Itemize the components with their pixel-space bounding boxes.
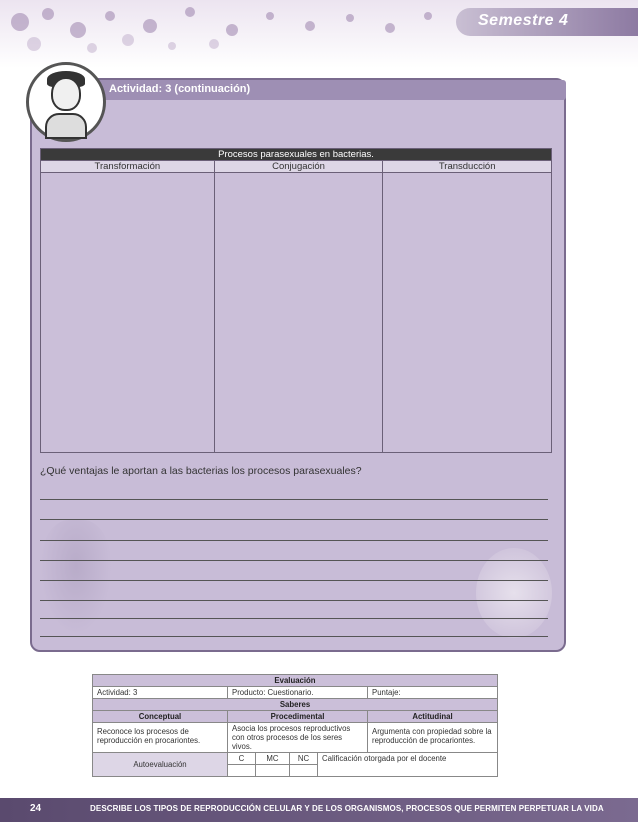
actitudinal-text: Argumenta con propiedad sobre la reproducción de procariontes. — [368, 723, 498, 753]
question-text: ¿Qué ventajas le aportan a las bacterias los procesos parasexuales? — [40, 465, 362, 477]
evaluation-title: Evaluación — [93, 675, 498, 687]
answer-line[interactable] — [40, 519, 548, 520]
answer-line[interactable] — [40, 560, 548, 561]
answer-line[interactable] — [40, 636, 548, 637]
actitudinal-header: Actitudinal — [368, 711, 498, 723]
student-avatar — [26, 62, 106, 142]
grade-nc[interactable]: NC — [290, 753, 318, 765]
avatar-head — [51, 77, 81, 111]
grade-c-box[interactable] — [228, 765, 256, 777]
grade-c[interactable]: C — [228, 753, 256, 765]
parasexual-processes-table — [40, 148, 552, 453]
procedimental-header: Procedimental — [228, 711, 368, 723]
conceptual-header: Conceptual — [93, 711, 228, 723]
avatar-body — [45, 113, 87, 139]
grade-mc-box[interactable] — [256, 765, 290, 777]
teacher-grade-label: Calificación otorgada por el docente — [318, 753, 498, 777]
evaluation-product: Producto: Cuestionario. — [228, 687, 368, 699]
col-transformacion: Transformación — [41, 161, 215, 173]
conceptual-text: Reconoce los procesos de reproducción en procariontes. — [93, 723, 228, 753]
watermark-seal — [476, 548, 552, 638]
footer-text: DESCRIBE LOS TIPOS DE REPRODUCCIÓN CELULAR Y DE LOS ORGANISMOS, PROCESOS QUE PERMITEN PERPETUAR LA VIDA — [90, 804, 604, 813]
grade-mc[interactable]: MC — [256, 753, 290, 765]
cell-transduccion[interactable] — [383, 173, 552, 453]
page-number: 24 — [30, 803, 42, 814]
saberes-title: Saberes — [93, 699, 498, 711]
semester-label: Semestre 4 — [478, 12, 569, 29]
activity-title: Actividad: 3 (continuación) — [109, 83, 251, 95]
grade-nc-box[interactable] — [290, 765, 318, 777]
cell-transformacion[interactable] — [41, 173, 215, 453]
evaluation-score[interactable]: Puntaje: — [368, 687, 498, 699]
evaluation-table — [92, 674, 498, 777]
procedimental-text: Asocia los procesos reproductivos con otros procesos de los seres vivos. — [228, 723, 368, 753]
answer-line[interactable] — [40, 540, 548, 541]
answer-line[interactable] — [40, 618, 548, 619]
answer-line[interactable] — [40, 600, 548, 601]
answer-line[interactable] — [40, 580, 548, 581]
col-conjugacion: Conjugación — [214, 161, 383, 173]
cell-conjugacion[interactable] — [214, 173, 383, 453]
answer-line[interactable] — [40, 499, 548, 500]
col-transduccion: Transducción — [383, 161, 552, 173]
autoevaluacion-label: Autoevaluación — [93, 753, 228, 777]
evaluation-activity: Actividad: 3 — [93, 687, 228, 699]
table-caption: Procesos parasexuales en bacterias. — [41, 149, 552, 161]
